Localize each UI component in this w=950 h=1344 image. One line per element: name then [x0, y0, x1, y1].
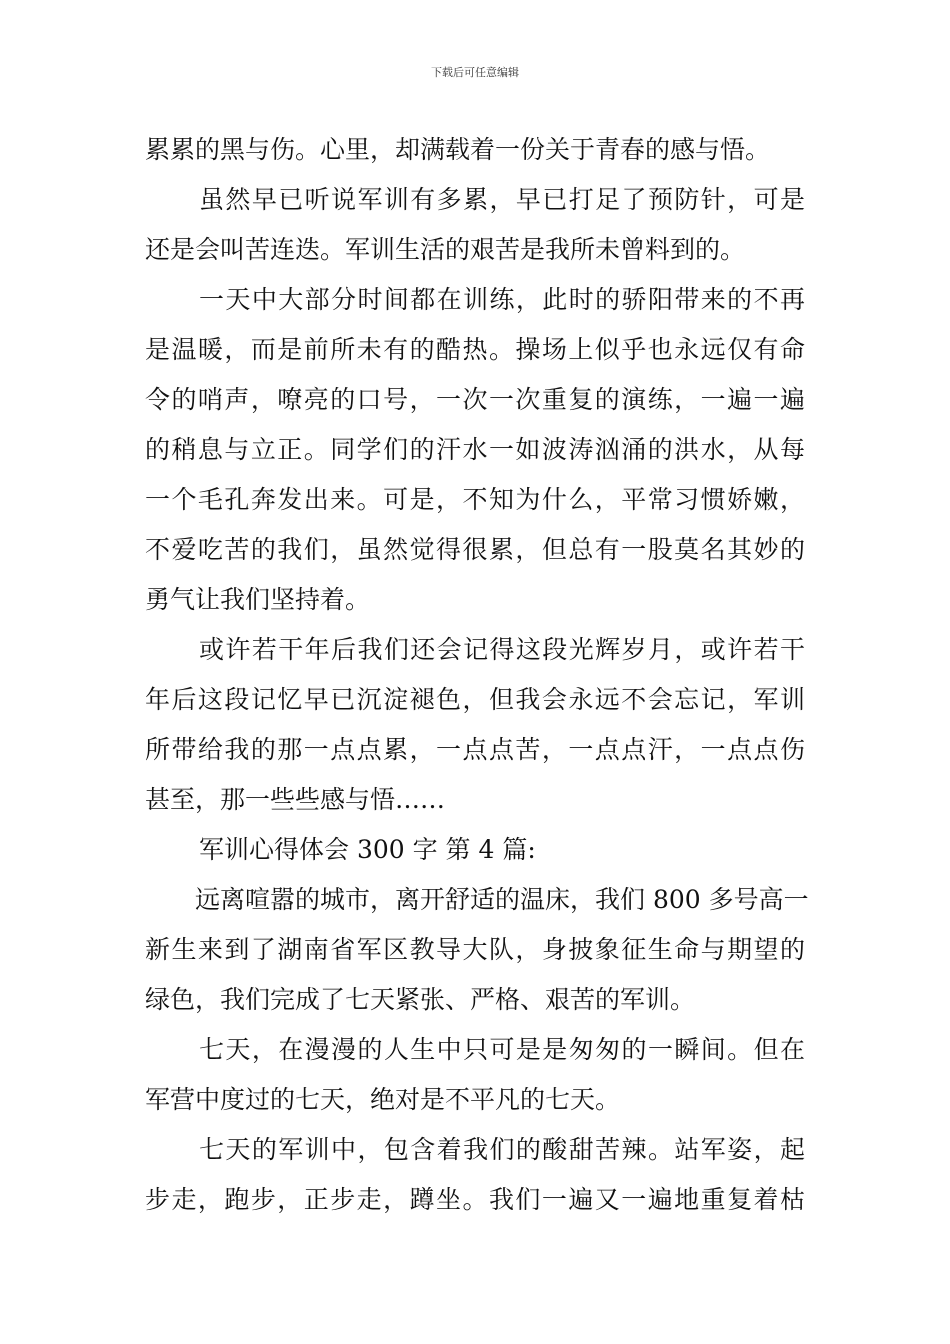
- text-line: 军营中度过的七天，绝对是不平凡的七天。: [145, 1085, 621, 1114]
- text-line: 令的哨声，嘹亮的口号，一次一次重复的演练，一遍一遍: [145, 385, 805, 414]
- text-line: 所带给我的那一点点累，一点点苦，一点点汗，一点点伤: [145, 735, 805, 764]
- text-line: 虽然早已听说军训有多累，早已打足了预防针，可是: [199, 185, 805, 214]
- text-line: 勇气让我们坚持着。: [145, 585, 371, 614]
- document-body: [145, 125, 809, 1225]
- text-line: 新生来到了湖南省军区教导大队，身披象征生命与期望的: [145, 935, 805, 964]
- text-line: 累累的黑与伤。心里，却满载着一份关于青春的感与悟。: [145, 135, 771, 164]
- text-line: 还是会叫苦连迭。军训生活的艰苦是我所未曾料到的。: [145, 235, 746, 264]
- text-line: 远离喧嚣的城市，离开舒适的温床，我们 800 多号高一: [195, 885, 809, 914]
- text-line: 绿色，我们完成了七天紧张、严格、艰苦的军训。: [145, 985, 696, 1014]
- text-line: 不爱吃苦的我们，虽然觉得很累，但总有一股莫名其妙的: [145, 535, 805, 564]
- section-heading: 军训心得体会 300 字 第 4 篇:: [199, 835, 536, 864]
- text-line: 或许若干年后我们还会记得这段光辉岁月，或许若干: [199, 635, 805, 664]
- text-line: 步走，跑步，正步走，蹲坐。我们一遍又一遍地重复着枯: [145, 1185, 805, 1214]
- text-line: 甚至，那一些些感与悟……: [145, 785, 446, 814]
- text-line: 一天中大部分时间都在训练，此时的骄阳带来的不再: [199, 285, 805, 314]
- text-line: 七天，在漫漫的人生中只可是是匆匆的一瞬间。但在: [199, 1035, 805, 1064]
- text-line: 一个毛孔奔发出来。可是，不知为什么，平常习惯娇嫩，: [145, 485, 805, 514]
- page-header: 下载后可任意编辑: [431, 66, 519, 79]
- text-line: 的稍息与立正。同学们的汗水一如波涛汹涌的洪水，从每: [145, 435, 805, 464]
- text-line: 年后这段记忆早已沉淀褪色，但我会永远不会忘记，军训: [145, 685, 805, 714]
- text-line: 七天的军训中，包含着我们的酸甜苦辣。站军姿，起: [199, 1135, 805, 1164]
- text-line: 是温暖，而是前所未有的酷热。操场上似乎也永远仅有命: [145, 335, 805, 364]
